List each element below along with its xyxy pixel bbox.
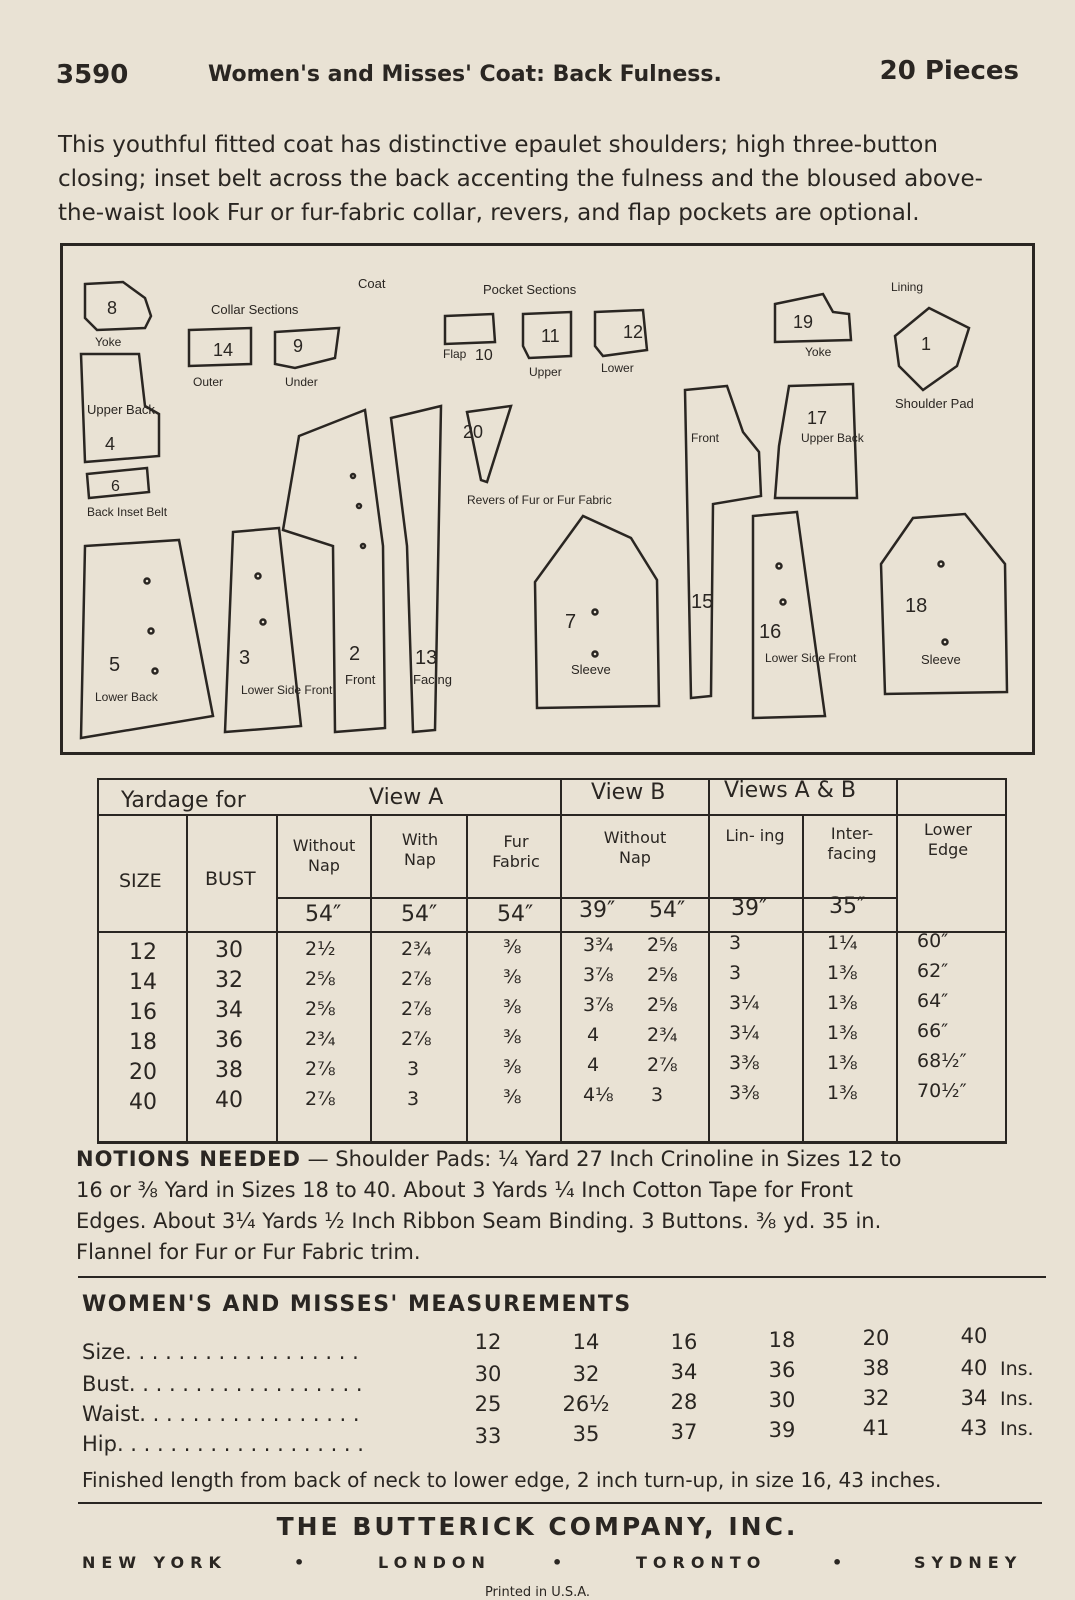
measurement-value: 14: [572, 1330, 600, 1354]
piece-11-pocket-upper: [523, 312, 571, 379]
piece-3-lower-side-front: [225, 528, 333, 732]
coat-section-label: Coat: [358, 276, 386, 291]
piece-1-shoulder-pad: [895, 308, 974, 411]
piece-number: 3: [239, 647, 251, 669]
piece-18-lining-sleeve: [881, 514, 1007, 694]
piece-number: 4: [105, 434, 116, 454]
company-name: THE BUTTERICK COMPANY, INC.: [276, 1512, 799, 1541]
measurement-value: 30: [474, 1362, 502, 1386]
view-b-54-cell: 2⅝: [647, 934, 678, 956]
measurement-value: 41: [862, 1416, 890, 1440]
lining-cell: 3¼: [729, 1022, 760, 1044]
size-cell: 14: [129, 970, 157, 995]
width-label: 54″: [305, 902, 342, 927]
piece-label: Shoulder Pad: [895, 396, 974, 411]
fur-fabric-cell: ⅜: [503, 1056, 522, 1078]
measurement-value: 12: [474, 1330, 502, 1354]
measurement-value: 43: [960, 1416, 988, 1440]
piece-19-lining-yoke: [775, 294, 851, 359]
unit-label: Ins.: [1000, 1388, 1034, 1410]
without-nap-header: Without Nap: [292, 836, 356, 875]
bust-cell: 36: [215, 1028, 243, 1053]
view-b-54-cell: 2¾: [647, 1024, 678, 1046]
size-cell: 12: [129, 940, 157, 965]
measurement-value: 32: [572, 1362, 600, 1386]
collar-section-label: Collar Sections: [211, 302, 299, 317]
measurement-value: 40: [960, 1356, 988, 1380]
piece-10-pocket-flap: [443, 314, 495, 364]
notions-text: — Shoulder Pads: ¼ Yard 27 Inch Crinoline in Sizes 12 to: [300, 1147, 902, 1171]
measurement-value: 37: [670, 1420, 698, 1444]
interfacing-cell: 1¼: [827, 932, 858, 954]
piece-count: 20 Pieces: [879, 56, 1019, 86]
piece-number: 8: [107, 298, 118, 318]
width-label: 54″: [497, 902, 534, 927]
view-b-39-cell: 4: [587, 1024, 600, 1046]
description: [58, 128, 1028, 230]
width-label: 39″: [731, 896, 768, 921]
piece-13-facing: [391, 406, 452, 732]
pattern-number: 3590: [56, 60, 129, 90]
piece-9-under-collar: [275, 328, 339, 389]
measurement-value: 34: [670, 1360, 698, 1384]
view-a-with-nap-cell: 2¾: [401, 938, 432, 960]
measurement-value: 16: [670, 1330, 698, 1354]
piece-label: Under: [285, 375, 318, 389]
view-a-without-nap-cell: 2⅞: [305, 1058, 336, 1080]
lower-edge-cell: 64″: [917, 990, 949, 1012]
pocket-section-label: Pocket Sections: [483, 282, 577, 297]
view-b-54-cell: 2⅝: [647, 964, 678, 986]
interfacing-cell: 1⅜: [827, 1022, 858, 1044]
view-b-without-nap-header: Without Nap: [603, 828, 667, 867]
measurement-value: 34: [960, 1386, 988, 1410]
piece-number: 6: [111, 478, 120, 495]
piece-12-pocket-lower: [595, 310, 647, 375]
pattern-title: Women's and Misses' Coat: Back Fulness.: [208, 62, 722, 87]
piece-8-yoke: [85, 282, 151, 349]
piece-15-lining-front: [685, 386, 761, 698]
bust-cell: 40: [215, 1088, 243, 1113]
view-a-with-nap-cell: 2⅞: [401, 998, 432, 1020]
lining-cell: 3¼: [729, 992, 760, 1014]
measurement-value: 38: [862, 1356, 890, 1380]
view-a-with-nap-cell: 3: [407, 1058, 420, 1080]
lower-edge-cell: 60″: [917, 930, 949, 952]
piece-label: Flap: [443, 347, 467, 361]
fur-fabric-cell: ⅜: [503, 1026, 522, 1048]
width-label: 39″: [579, 898, 616, 923]
view-b-39-cell: 4⅛: [583, 1084, 614, 1106]
lower-edge-header: Lower Edge: [924, 820, 972, 859]
measurement-value: 18: [768, 1328, 796, 1352]
interfacing-cell: 1⅜: [827, 1052, 858, 1074]
size-cell: 16: [129, 1000, 157, 1025]
piece-number: 15: [691, 591, 714, 613]
size-row-label: Size. . . . . . . . . . . . . . . . . .: [82, 1340, 359, 1364]
unit-label: Ins.: [1000, 1358, 1034, 1380]
lower-edge-cell: 68½″: [917, 1050, 967, 1072]
view-b-54-cell: 3: [651, 1084, 664, 1106]
city-name: LONDON: [378, 1553, 491, 1572]
interfacing-cell: 1⅜: [827, 962, 858, 984]
city-separator: •: [294, 1553, 311, 1572]
yardage-title: Yardage for: [121, 788, 246, 813]
measurement-value: 28: [670, 1390, 698, 1414]
size-cell: 18: [129, 1030, 157, 1055]
piece-number: 9: [293, 336, 304, 356]
piece-label: Sleeve: [571, 662, 611, 677]
divider: [78, 1276, 1046, 1278]
width-label: 54″: [401, 902, 438, 927]
piece-label: Front: [691, 431, 720, 445]
measurement-value: 26½: [562, 1392, 610, 1416]
bust-row-label: Bust. . . . . . . . . . . . . . . . . .: [82, 1372, 363, 1396]
interfacing-cell: 1⅜: [827, 1082, 858, 1104]
notions-needed: [76, 1144, 1046, 1268]
piece-number: 1: [921, 334, 932, 354]
measurement-value: 40: [960, 1324, 988, 1348]
notions-line: [76, 1144, 1046, 1175]
piece-number: 17: [807, 408, 828, 428]
notions-line: Edges. About 3¼ Yards ½ Inch Ribbon Seam Binding. 3 Buttons. ⅜ yd. 35 in.: [76, 1209, 882, 1233]
piece-label: Outer: [193, 375, 224, 389]
measurement-value: 20: [862, 1326, 890, 1350]
notions-line: 16 or ⅜ Yard in Sizes 18 to 40. About 3 Yards ¼ Inch Cotton Tape for Front: [76, 1178, 853, 1202]
view-b-39-cell: 3¾: [583, 934, 614, 956]
piece-14-outer-collar: [189, 328, 251, 389]
city-separator: •: [552, 1553, 569, 1572]
piece-number: 10: [475, 347, 493, 364]
piece-label: Yoke: [95, 335, 122, 349]
piece-label: Yoke: [805, 345, 832, 359]
description-line: This youthful fitted coat has distinctive epaulet shoulders; high three-button: [58, 132, 938, 158]
measurement-value: 36: [768, 1358, 796, 1382]
piece-label: Lower: [601, 361, 634, 375]
lower-edge-cell: 62″: [917, 960, 949, 982]
measurement-value: 33: [474, 1424, 502, 1448]
piece-number: 19: [793, 312, 814, 332]
finished-length-note: Finished length from back of neck to lower edge, 2 inch turn-up, in size 16, 43 inches.: [82, 1468, 942, 1492]
view-b-39-cell: 3⅞: [583, 994, 614, 1016]
divider: [78, 1502, 1042, 1504]
interfacing-header: Inter- facing: [827, 824, 877, 863]
fur-fabric-cell: ⅜: [503, 1086, 522, 1108]
lining-cell: 3⅜: [729, 1082, 760, 1104]
piece-number: 11: [541, 326, 560, 346]
width-label: 54″: [649, 898, 686, 923]
view-b-54-cell: 2⅝: [647, 994, 678, 1016]
piece-label: Sleeve: [921, 652, 961, 667]
view-a-without-nap-cell: 2⅝: [305, 968, 336, 990]
view-b-39-cell: 3⅞: [583, 964, 614, 986]
lining-cell: 3: [729, 932, 742, 954]
piece-4-upper-back: [81, 354, 159, 462]
bust-cell: 32: [215, 968, 243, 993]
piece-label: Lower Side Front: [241, 683, 333, 697]
view-b-header: View B: [591, 780, 666, 805]
header: [56, 56, 1031, 96]
view-a-header: View A: [369, 785, 444, 810]
piece-number: 2: [349, 643, 361, 665]
piece-number: 18: [905, 595, 928, 617]
piece-label: Facing: [413, 672, 453, 687]
view-a-with-nap-cell: 2⅞: [401, 968, 432, 990]
hip-row-label: Hip. . . . . . . . . . . . . . . . . . .: [82, 1432, 364, 1456]
piece-label: Revers of Fur or Fur Fabric: [467, 493, 612, 507]
bust-cell: 30: [215, 938, 243, 963]
fur-fabric-cell: ⅜: [503, 936, 522, 958]
notions-heading: NOTIONS NEEDED: [76, 1147, 301, 1171]
views-ab-header: Views A & B: [724, 778, 856, 803]
printed-in-note: Printed in U.S.A.: [484, 1585, 591, 1600]
piece-label: Front: [345, 672, 376, 687]
lower-edge-cell: 66″: [917, 1020, 949, 1042]
piece-20-revers: [463, 406, 612, 507]
piece-5-lower-back: [81, 540, 213, 738]
waist-row-label: Waist. . . . . . . . . . . . . . . . .: [82, 1402, 360, 1426]
measurement-value: 30: [768, 1388, 796, 1412]
piece-label: Back Inset Belt: [87, 505, 168, 519]
measurement-value: 35: [572, 1422, 600, 1446]
with-nap-header: With Nap: [401, 830, 439, 869]
size-cell: 20: [129, 1060, 157, 1085]
piece-label: Upper Back: [801, 431, 864, 445]
piece-number: 7: [565, 611, 577, 633]
piece-label: Lower Back: [95, 690, 158, 704]
piece-label: Upper: [529, 365, 562, 379]
view-a-with-nap-cell: 2⅞: [401, 1028, 432, 1050]
fur-fabric-header: Fur Fabric: [492, 832, 540, 871]
city-name: NEW YORK: [82, 1553, 227, 1572]
fur-fabric-cell: ⅜: [503, 966, 522, 988]
city-name: SYDNEY: [914, 1553, 1023, 1572]
interfacing-cell: 1⅜: [827, 992, 858, 1014]
lining-cell: 3: [729, 962, 742, 984]
piece-label: Upper Back: [87, 402, 155, 417]
piece-number: 5: [109, 654, 121, 676]
view-a-with-nap-cell: 3: [407, 1088, 420, 1110]
view-a-without-nap-cell: 2⅝: [305, 998, 336, 1020]
size-column-header: SIZE: [119, 870, 162, 892]
piece-6-back-inset-belt: [87, 468, 168, 519]
city-list: [82, 1553, 1042, 1577]
bust-column-header: BUST: [205, 868, 256, 890]
measurements-title: WOMEN'S AND MISSES' MEASUREMENTS: [82, 1292, 632, 1317]
measurement-value: 32: [862, 1386, 890, 1410]
view-a-without-nap-cell: 2½: [305, 938, 336, 960]
piece-17-lining-upper-back: [775, 384, 865, 498]
piece-number: 14: [213, 340, 234, 360]
view-b-39-cell: 4: [587, 1054, 600, 1076]
view-a-without-nap-cell: 2⅞: [305, 1088, 336, 1110]
piece-number: 16: [759, 621, 782, 643]
measurement-value: 39: [768, 1418, 796, 1442]
yardage-table: [97, 778, 1007, 1144]
pattern-pieces-diagram: [60, 243, 1035, 755]
size-cell: 40: [129, 1090, 157, 1115]
bust-cell: 34: [215, 998, 243, 1023]
description-line: closing; inset belt across the back accenting the fulness and the bloused above-: [58, 166, 983, 192]
pieces-drawing: [63, 246, 1032, 752]
piece-number: 13: [415, 647, 438, 669]
piece-label: Lower Side Front: [765, 651, 857, 665]
piece-16-lining-lower-side-front: [753, 512, 857, 718]
bust-cell: 38: [215, 1058, 243, 1083]
measurement-value: 25: [474, 1392, 502, 1416]
description-line: the-waist look Fur or fur-fabric collar, revers, and flap pockets are optional.: [58, 200, 920, 226]
width-label: 35″: [829, 894, 866, 919]
piece-number: 20: [463, 422, 484, 442]
piece-number: 12: [623, 322, 644, 342]
lining-section-label: Lining: [891, 280, 924, 294]
fur-fabric-cell: ⅜: [503, 996, 522, 1018]
city-separator: •: [832, 1553, 849, 1572]
city-name: TORONTO: [636, 1553, 767, 1572]
notions-line: Flannel for Fur or Fur Fabric trim.: [76, 1240, 421, 1264]
unit-label: Ins.: [1000, 1418, 1034, 1440]
view-a-without-nap-cell: 2¾: [305, 1028, 336, 1050]
view-b-54-cell: 2⅞: [647, 1054, 678, 1076]
piece-7-sleeve: [535, 516, 659, 708]
lining-cell: 3⅜: [729, 1052, 760, 1074]
lining-header: Lin- ing: [725, 826, 785, 845]
lower-edge-cell: 70½″: [917, 1080, 967, 1102]
